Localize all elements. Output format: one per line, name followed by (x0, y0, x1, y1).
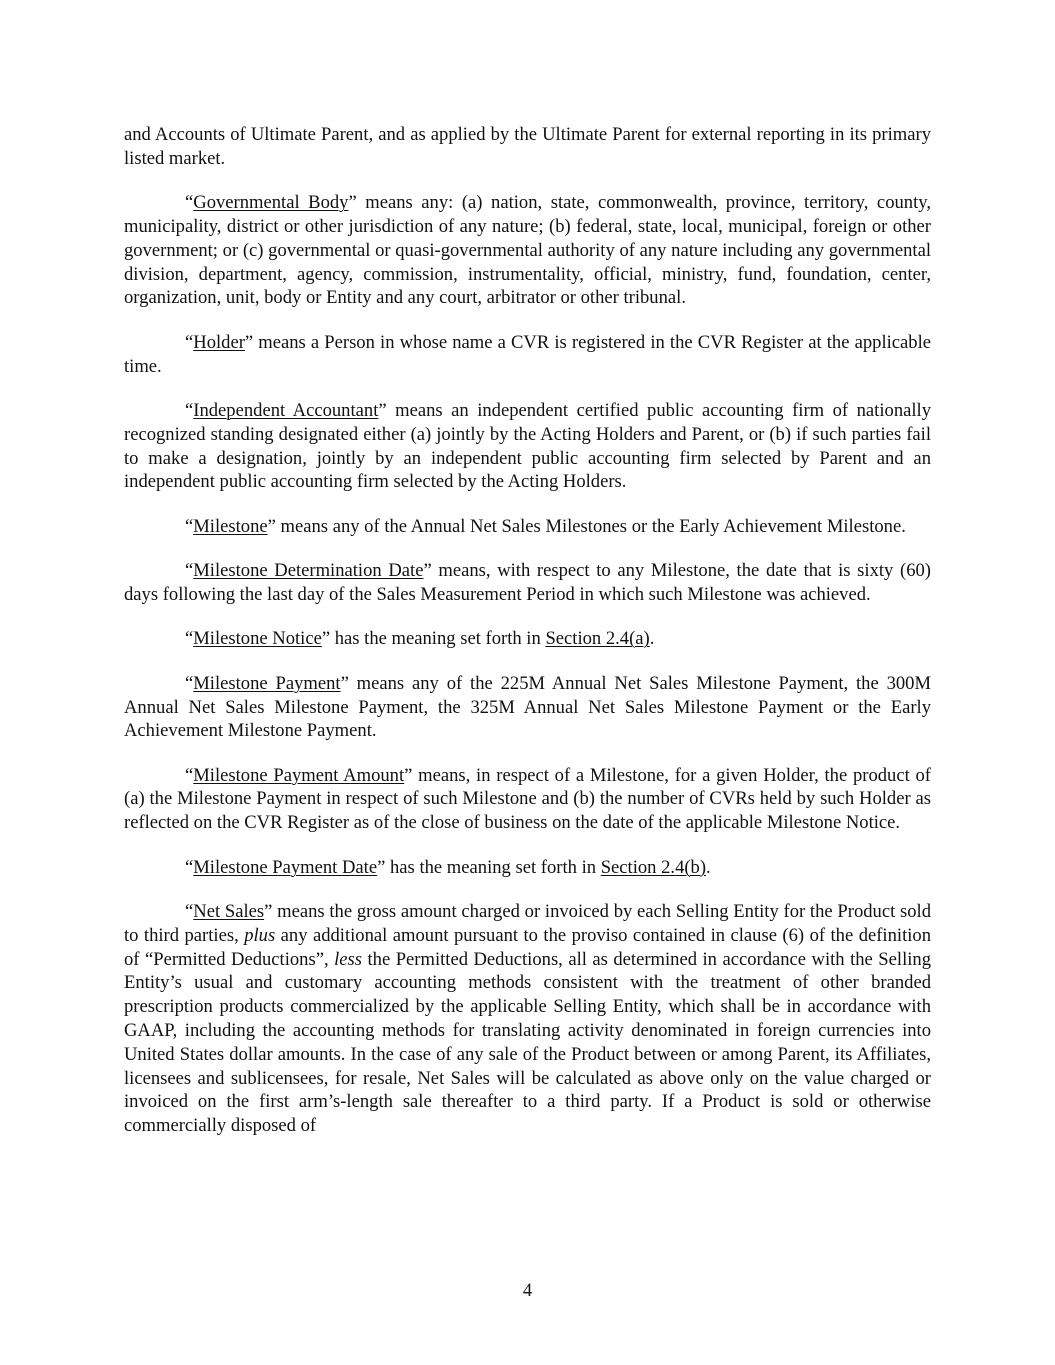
definition-text: ” has the meaning set forth in (321, 628, 546, 650)
section-reference: Section 2.4(b) (600, 856, 707, 878)
definition-text: ” has the meaning set forth in (377, 856, 601, 878)
definition-independent-accountant (124, 399, 931, 494)
open-quote: “ (185, 399, 194, 421)
period: . (649, 628, 655, 650)
definition-milestone-notice (124, 627, 931, 651)
open-quote: “ (185, 628, 194, 650)
definition-text: ” means the gross amount charged or invoiced by each Selling Entity for the Product sold to third parties, (124, 901, 931, 946)
defined-term: Holder (193, 331, 245, 353)
definition-milestone-payment-date (124, 856, 931, 880)
open-quote: “ (185, 672, 194, 694)
defined-term: Milestone Payment (193, 672, 341, 694)
open-quote: “ (185, 192, 194, 214)
definition-text: ” means any of the Annual Net Sales Milestones or the Early Achievement Milestone. (267, 515, 906, 537)
definition-milestone-payment (124, 672, 931, 743)
definition-text: the Permitted Deductions, all as determined in accordance with the Selling Entity’s usual and customary accounting methods consistent with the treatment of other branded prescription products commercialized by the applicable Selling Entity, which shall be in accordance with GAAP, including the accounting methods for translating activity denominated in foreign currencies into United States dollar amounts. In the case of any sale of the Product between or among Parent, its Affiliates, licensees and sublicensees, for resale, Net Sales will be calculated as above only on the value charged or invoiced on the first arm’s-length sale thereafter to a third party. If a Product is sold or otherwise commercially disposed of (124, 948, 931, 1137)
open-quote: “ (185, 331, 194, 353)
definition-text: ” means any of the 225M Annual Net Sales Milestone Payment, the 300M Annual Net Sales Milestone Payment, the 325M Annual Net Sales Milestone Payment or the Early Achievement Milestone Payment. (124, 672, 931, 742)
open-quote: “ (185, 901, 194, 923)
defined-term: Milestone (193, 515, 268, 537)
definition-net-sales (124, 900, 931, 1138)
definition-text: ” means a Person in whose name a CVR is registered in the CVR Register at the applicable time. (124, 331, 931, 377)
defined-term: Milestone Payment Amount (193, 764, 405, 786)
definition-holder (124, 331, 931, 379)
definition-text: ” means, in respect of a Milestone, for a given Holder, the product of (a) the Milestone Payment in respect of such Milestone and (b) the number of CVRs held by such Holder as reflected on the CVR Register as of the close of business on the date of the applicable Milestone Notice. (124, 764, 932, 834)
defined-term: Independent Accountant (193, 399, 379, 421)
defined-term: Governmental Body (193, 192, 349, 214)
period: . (706, 856, 711, 878)
document-body (124, 123, 931, 1159)
definition-milestone-payment-amount (124, 764, 931, 835)
open-quote: “ (185, 764, 194, 786)
section-reference: Section 2.4(a) (545, 628, 650, 650)
italic-less: less (334, 948, 362, 970)
italic-plus: plus (244, 924, 276, 946)
defined-term: Milestone Notice (193, 628, 322, 650)
defined-term: Net Sales (193, 901, 265, 923)
open-quote: “ (185, 856, 194, 878)
definition-governmental-body (124, 191, 931, 310)
definition-milestone-determination-date (124, 559, 931, 607)
definition-text: any additional amount pursuant to the proviso contained in clause (6) of the definition of “Permitted Deductions”, (124, 924, 931, 970)
definition-text: ” means any: (a) nation, state, commonwealth, province, territory, county, municipality, district or other jurisdiction of any nature; (b) federal, state, local, municipal, foreign or other government; or (c) governmental or quasi-governmental authority of any nature including any governmental division, department, agency, commission, instrumentality, official, ministry, fund, foundation, center, organization, unit, body or Entity and any court, arbitrator or other tribunal. (124, 192, 931, 309)
page-number: 4 (522, 1280, 533, 1301)
defined-term: Milestone Payment Date (193, 856, 378, 878)
open-quote: “ (185, 515, 194, 537)
definition-text: ” means an independent certified public accounting firm of nationally recognized standing designated either (a) jointly by the Acting Holders and Parent, or (b) if such parties fail to make a designation, jointly by an independent public accounting firm selected by Parent and an independent public accounting firm selected by the Acting Holders. (124, 399, 931, 493)
paragraph-continuation: and Accounts of Ultimate Parent, and as applied by the Ultimate Parent for external reporting in its primary listed market. (124, 124, 931, 169)
definition-milestone (124, 515, 931, 539)
defined-term: Milestone Determination Date (193, 560, 424, 582)
open-quote: “ (185, 560, 194, 582)
definition-text: ” means, with respect to any Milestone, the date that is sixty (60) days following the last day of the Sales Measurement Period in which such Milestone was achieved. (124, 560, 931, 605)
